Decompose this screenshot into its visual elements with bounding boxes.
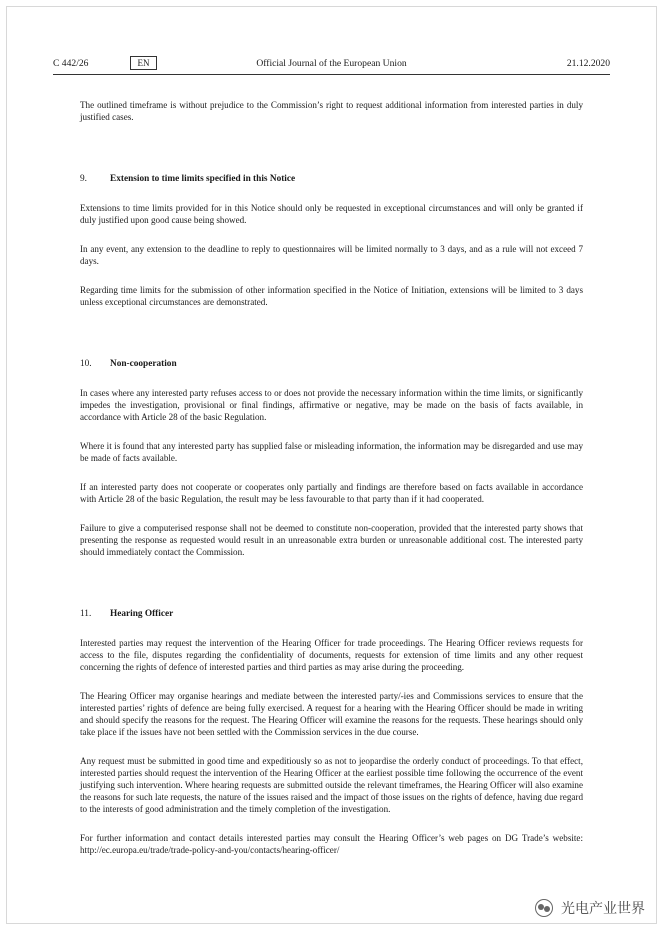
section-title: Hearing Officer: [110, 609, 174, 619]
paragraph: Extensions to time limits provided for in this Notice should only be requested in exceptional circumstances and will only be granted if duly justified upon good cause being showed.: [80, 203, 583, 225]
paragraph: Interested parties may request the intervention of the Hearing Officer for trade proceedings. The Hearing Officer reviews requests for access to the file, disputes regarding the confidentiality of documents, requests for extension of time limits and any other request concerning the rights of defence of interested parties and third parties as may arise during the proceeding.: [80, 638, 583, 672]
wechat-icon: [535, 899, 553, 917]
paragraph: In cases where any interested party refuses access to or does not provide the necessary information within the time limits, or significantly impedes the investigation, provisional or final findings, affirmative or negative, may be made on the basis of facts available, in accordance with Article 28 of the basic Regulation.: [80, 388, 583, 422]
section-number: 9.: [80, 174, 87, 184]
section-title: Extension to time limits specified in this Notice: [110, 174, 296, 184]
watermark: [535, 898, 645, 918]
paragraph: Failure to give a computerised response shall not be deemed to constitute non-cooperation, provided that the interested party shows that presenting the response as requested would result in an unreasonable extra burden or unreasonable additional cost. The interested party should immediately contact the Commission.: [80, 523, 583, 557]
paragraph: Where it is found that any interested party has supplied false or misleading information, the information may be disregarded and use may be made of facts available.: [80, 441, 583, 463]
paragraph: The Hearing Officer may organise hearings and mediate between the interested party/-ies and Commissions services to ensure that the interested parties’ rights of defence are being fully exercised. A request for a hearing with the Hearing Officer should be made in writing and should specify the reasons for the request. The Hearing Officer will examine the reasons for the requests. These hearings should only take place if the issues have not been settled with the Commission services in the due course.: [80, 691, 583, 737]
paragraph: For further information and contact details interested parties may consult the Hearing Officer’s web pages on DG Trade’s website: http://ec.europa.eu/trade/trade-policy-and-you/contacts/hearing-officer/: [80, 833, 583, 855]
language-badge: EN: [130, 56, 157, 70]
section-heading-10: [80, 358, 583, 370]
issue-date: 21.12.2020: [566, 58, 610, 69]
watermark-text: 光电产业世界: [561, 901, 645, 917]
page-header: [53, 56, 610, 74]
section-heading-11: [80, 608, 583, 620]
paragraph: If an interested party does not cooperate or cooperates only partially and findings are therefore based on facts available in accordance with Article 28 of the basic Regulation, the result may be less favourable to that party than if it had cooperated.: [80, 482, 583, 504]
paragraph: Any request must be submitted in good time and expeditiously so as not to jeopardise the orderly conduct of proceedings. To that effect, interested parties should request the intervention of the Hearing Officer at the earliest possible time following the occurrence of the event justifying such intervention. Where hearing requests are submitted outside the relevant timeframes, the Hearing Officer will also examine the reasons for such late requests, the nature of the issues raised and the impact of those issues on the rights of defence, having due regard to the interests of good administration and the timely completion of the investigation.: [80, 756, 583, 814]
paragraph: Regarding time limits for the submission of other information specified in the Notice of Initiation, extensions will be limited to 3 days unless exceptional circumstances are demonstrated.: [80, 285, 583, 307]
issue-code: C 442/26: [53, 58, 89, 69]
section-number: 10.: [80, 359, 92, 369]
document-body: [80, 99, 583, 873]
journal-title: Official Journal of the European Union: [256, 58, 407, 69]
paragraph: In any event, any extension to the deadline to reply to questionnaires will be limited normally to 3 days, and as a rule will not exceed 7 days.: [80, 244, 583, 266]
header-divider: [53, 74, 610, 75]
section-title: Non-cooperation: [110, 359, 177, 369]
section-heading-9: [80, 173, 583, 185]
intro-paragraph: The outlined timeframe is without prejudice to the Commission’s right to request additional information from interested parties in duly justified cases.: [80, 100, 583, 122]
section-number: 11.: [80, 609, 92, 619]
